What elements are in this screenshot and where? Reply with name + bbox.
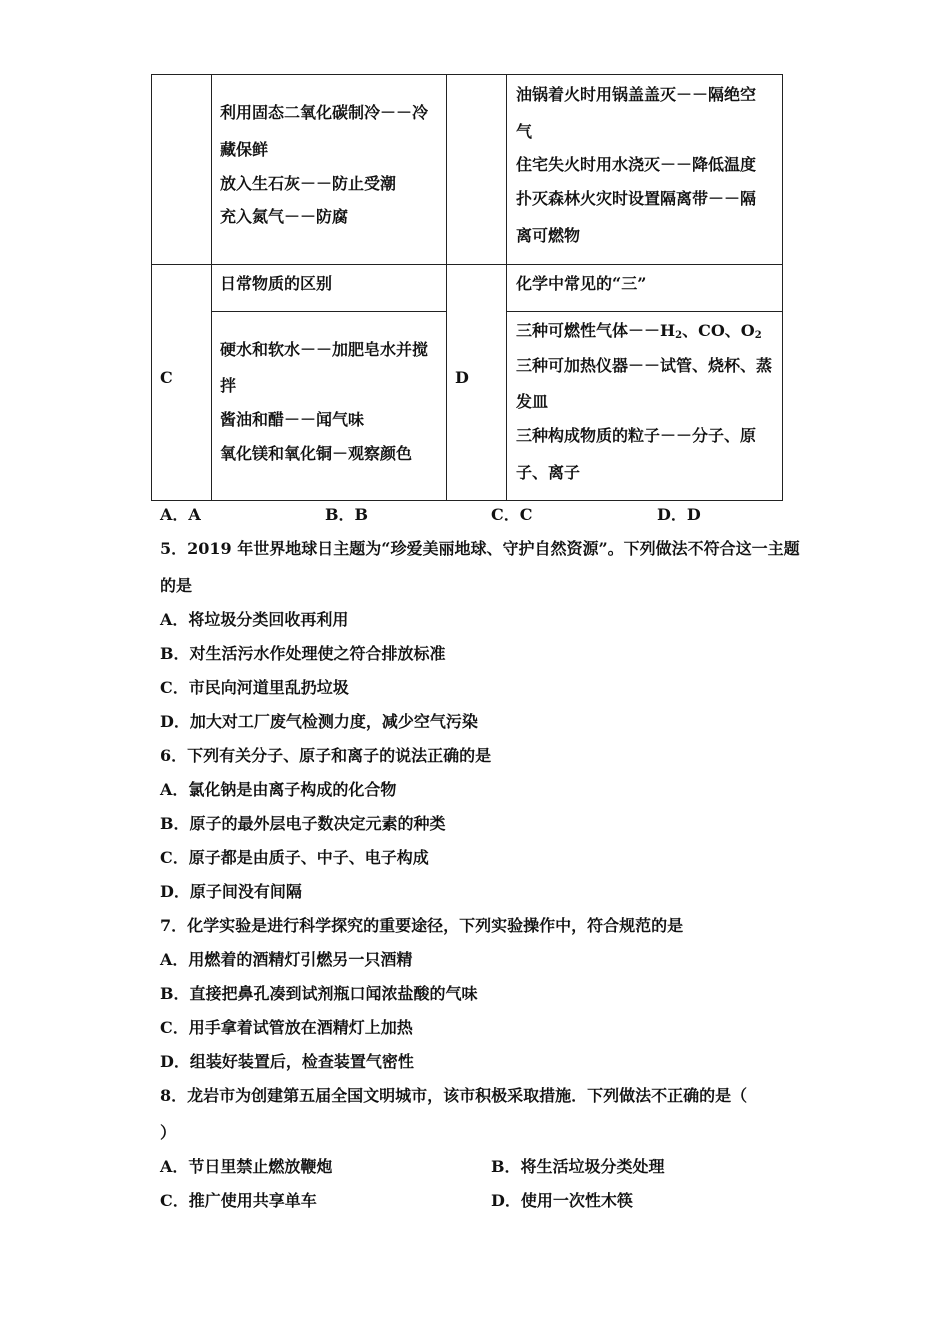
table-cell-text: 藏保鲜	[220, 140, 269, 159]
option-a: A．用燃着的酒精灯引燃另一只酒精	[160, 950, 413, 969]
table-cell-text: 子、离子	[516, 463, 581, 482]
d-header-divider	[507, 311, 783, 312]
option-d: D．D	[657, 505, 701, 524]
option-a: A．节日里禁止燃放鞭炮	[160, 1157, 333, 1176]
table-col-divider	[506, 74, 507, 501]
question-stem: 6．下列有关分子、原子和离子的说法正确的是	[160, 746, 492, 765]
table-cell-text: 充入氮气－－防腐	[220, 207, 349, 226]
table-cell-text: 油锅着火时用锅盖盖灭－－隔绝空	[516, 85, 757, 104]
option-a: A．A	[160, 505, 201, 524]
row-label-d: D	[455, 368, 469, 387]
table-cell-text: 硬水和软水－－加肥皂水并搅	[220, 340, 429, 359]
option-d: D．原子间没有间隔	[160, 882, 302, 901]
option-c: C．原子都是由质子、中子、电子构成	[160, 848, 429, 867]
table-border-left	[151, 74, 152, 501]
table-cell-text: 拌	[220, 376, 237, 395]
table-border-bottom	[151, 500, 783, 501]
option-c: C．C	[491, 505, 533, 524]
option-b: B．原子的最外层电子数决定元素的种类	[160, 814, 446, 833]
c-header: 日常物质的区别	[220, 274, 333, 293]
option-b: B．直接把鼻孔凑到试剂瓶口闻浓盐酸的气味	[160, 984, 478, 1003]
option-d: D．组装好装置后，检查装置气密性	[160, 1052, 414, 1071]
table-row-divider	[151, 264, 783, 265]
option-b: B．对生活污水作处理使之符合排放标准	[160, 644, 446, 663]
option-a: A．将垃圾分类回收再利用	[160, 610, 349, 629]
subscript: 2	[675, 330, 683, 341]
table-cell-text: 三种构成物质的粒子－－分子、原	[516, 426, 757, 445]
question-stem: 的是	[160, 576, 193, 595]
table-border-top	[151, 74, 783, 75]
option-c: C．市民向河道里乱扔垃圾	[160, 678, 349, 697]
question-stem: 7．化学实验是进行科学探究的重要途径，下列实验操作中，符合规范的是	[160, 916, 684, 935]
c-header-divider	[211, 311, 447, 312]
table-cell-text: 离可燃物	[516, 226, 581, 245]
table-cell-text: 气	[516, 122, 533, 141]
table-col-divider	[211, 74, 212, 501]
row-label-c: C	[160, 368, 173, 387]
table-cell-text: 三种可加热仪器－－试管、烧杯、蒸	[516, 356, 773, 375]
option-c: C．用手拿着试管放在酒精灯上加热	[160, 1018, 413, 1037]
option-c: C．推广使用共享单车	[160, 1191, 317, 1210]
table-cell-text: 扑灭森林火灾时设置隔离带－－隔	[516, 189, 757, 208]
formula-text: 、CO、O	[682, 321, 755, 340]
option-b: B．将生活垃圾分类处理	[491, 1157, 665, 1176]
d-header: 化学中常见的“三”	[516, 274, 647, 293]
question-stem: 8．龙岩市为创建第五届全国文明城市，该市积极采取措施．下列做法不正确的是（	[160, 1086, 748, 1105]
table-border-right	[782, 74, 783, 501]
table-cell-text: 酱油和醋－－闻气味	[220, 410, 365, 429]
table-cell-text: 发皿	[516, 392, 549, 411]
question-stem: 5．2019 年世界地球日主题为“珍爱美丽地球、守护自然资源”。下列做法不符合这一主题	[160, 539, 800, 558]
table-col-divider	[446, 74, 447, 501]
subscript: 2	[754, 330, 762, 341]
table-cell-text	[516, 321, 762, 346]
table-cell-text: 住宅失火时用水浇灭－－降低温度	[516, 155, 757, 174]
formula-text: 三种可燃性气体－－H	[516, 321, 676, 340]
option-a: A．氯化钠是由离子构成的化合物	[160, 780, 397, 799]
table-cell-text: 放入生石灰－－防止受潮	[220, 174, 397, 193]
table-cell-text: 氧化镁和氧化铜－观察颜色	[220, 444, 413, 463]
option-b: B．B	[325, 505, 369, 524]
option-d: D．使用一次性木筷	[491, 1191, 633, 1210]
question-stem: ）	[160, 1123, 177, 1142]
table-cell-text: 利用固态二氧化碳制冷－－冷	[220, 103, 429, 122]
option-d: D．加大对工厂废气检测力度，减少空气污染	[160, 712, 478, 731]
